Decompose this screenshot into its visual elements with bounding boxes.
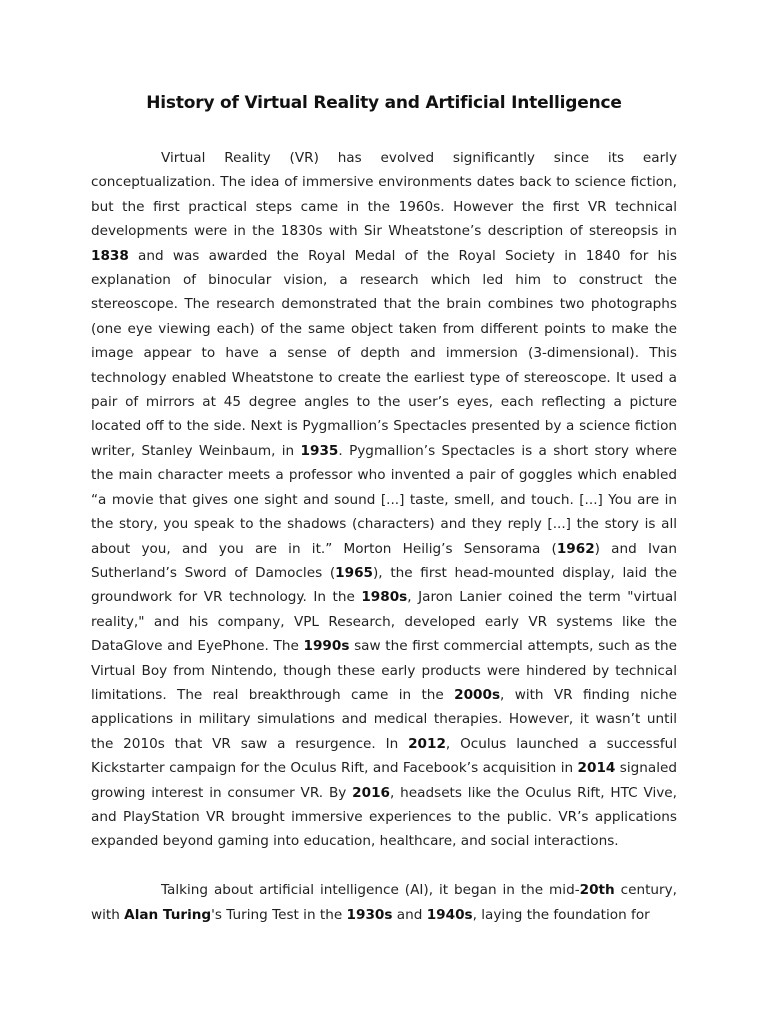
- text-run-bold: 1980s: [361, 589, 408, 606]
- document-body: [91, 146, 677, 927]
- text-run-bold: 2014: [577, 760, 616, 777]
- document-title: History of Virtual Reality and Artificial Intelligence: [146, 93, 622, 113]
- text-run-bold: 2000s: [454, 686, 501, 703]
- text-run: Virtual Reality (VR) has evolved significantly since its early conceptualization. The idea of immersive environments dates back to science fiction, but the first practical steps came in the 1960s. However the first VR technical developments were in the 1830s with Sir Wheatstone’s description of stereopsis in: [91, 150, 677, 240]
- text-run: . Pygmallion’s Spectacles is a short story where the main character meets a professor who invented a pair of goggles which enabled “a movie that gives one sight and sound [...] taste, smell, and touch. [...] You are in the story, you speak to the shadows (characters) and they reply [...] the story is all about you, and you are in it.” Morton Heilig’s Sensorama (: [91, 442, 678, 557]
- text-run-bold: 1930s: [346, 906, 393, 923]
- text-run-bold: 1838: [91, 247, 129, 264]
- text-run: , laying the foundation for: [472, 906, 650, 923]
- text-run-bold: 1940s: [426, 906, 473, 923]
- text-run-bold: 1935: [300, 442, 339, 459]
- text-run-bold: 1965: [335, 564, 373, 581]
- text-run: , Jaron Lanier coined the term "virtual reality," and his company, VPL Research, developed early VR systems like the DataGlove and EyePhone. The: [91, 589, 678, 655]
- text-run: and was awarded the Royal Medal of the Royal Society in 1840 for his explanation of binocular vision, a research which led him to construct the stereoscope. The research demonstrated that the brain combines two photographs (one eye viewing each) of the same object taken from different points to make the image appear to have a sense of depth and immersion (3-dimensional). This technology enabled Wheatstone to create the earliest type of stereoscope. It used a pair of mirrors at 45 degree angles to the user’s eyes, each reflecting a picture located off to the side. Next is Pygmallion’s Spectacles presented by a science fiction writer, Stanley Weinbaum, in: [91, 247, 677, 459]
- text-run: , headsets like the Oculus Rift, HTC Vive, and PlayStation VR brought immersive experiences to the public. VR’s applications expanded beyond gaming into education, healthcare, and social interactions.: [91, 784, 677, 850]
- text-run: 's Turing Test in the: [211, 906, 347, 923]
- text-run-bold: 1962: [556, 540, 595, 557]
- text-run-bold: 1990s: [303, 638, 350, 655]
- paragraph-vr-history: [91, 146, 677, 854]
- text-run-bold: 2016: [352, 784, 391, 801]
- text-run-bold: 2012: [408, 735, 446, 752]
- text-run: signaled growing interest in consumer VR. By: [91, 760, 677, 801]
- paragraph-ai-history: [91, 878, 677, 927]
- text-run: , with VR finding niche applications in military simulations and medical therapies. However, it wasn’t until the 2010s that VR saw a resurgence. In: [91, 686, 677, 752]
- text-run: ), the first head-mounted display, laid the groundwork for VR technology. In the: [91, 564, 677, 606]
- text-run: century, with: [91, 882, 677, 923]
- text-run-bold: Alan Turing: [124, 906, 212, 923]
- text-run: saw the first commercial attempts, such as the Virtual Boy from Nintendo, though these early products were hindered by technical limitations. The real breakthrough came in the: [91, 638, 677, 703]
- text-run: ) and Ivan Sutherland’s Sword of Damocles (: [91, 540, 677, 581]
- text-run: , Oculus launched a successful Kickstarter campaign for the Oculus Rift, and Facebook’s acquisition in: [91, 735, 677, 777]
- text-run-bold: 20th: [579, 882, 615, 899]
- text-run: Talking about artificial intelligence (AI), it began in the mid-: [161, 882, 580, 899]
- text-run: and: [392, 906, 427, 923]
